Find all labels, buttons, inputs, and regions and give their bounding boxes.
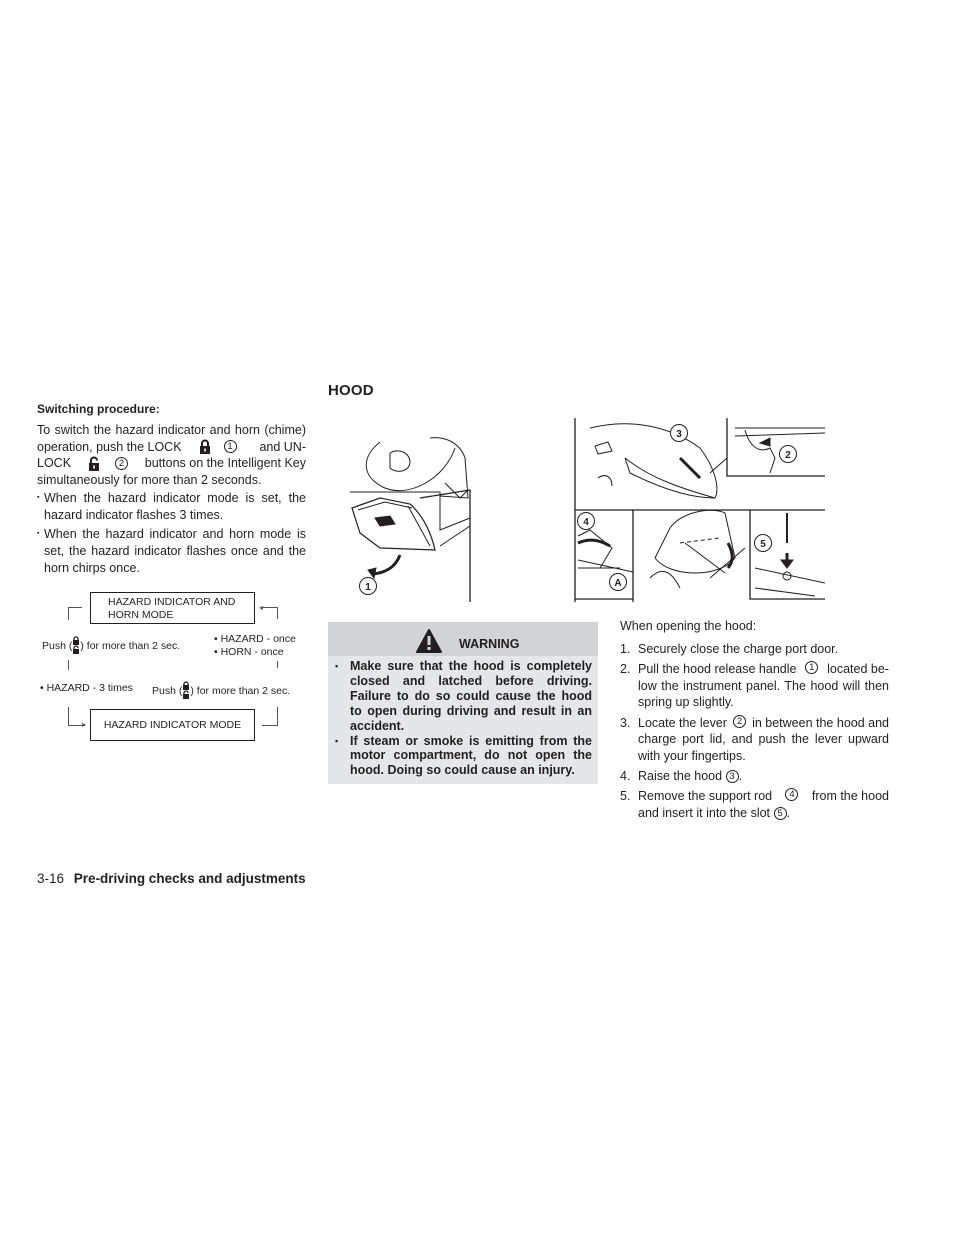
- callout-2: 2: [733, 715, 746, 728]
- connector: [68, 660, 69, 670]
- svg-text:3: 3: [676, 429, 682, 440]
- intro-line-1: To switch the hazard indicator and horn (chime): [37, 423, 306, 437]
- hood-diagram-icon: [350, 418, 825, 602]
- unlock-icon: [88, 456, 100, 471]
- svg-text:5: 5: [760, 539, 766, 550]
- intro-line-4: simultaneously for more than 2 seconds.: [37, 472, 262, 487]
- warning-label: WARNING: [459, 637, 520, 651]
- svg-text:A: A: [614, 578, 622, 589]
- step-5: 5. Remove the support rod 4 from the hood and insert it into the slot 5 .: [620, 789, 889, 820]
- callout-1: 1: [805, 661, 818, 674]
- step-2: 2. Pull the hood release handle 1 located be- low the instrument panel. The hood will then spring up slightly.: [620, 662, 889, 710]
- callout-3: 3: [726, 770, 739, 783]
- hazard-horn-result: • HAZARD - once • HORN - once: [214, 633, 296, 658]
- connector: [68, 607, 82, 608]
- intro-line-2: operation, push the LOCK 1 and UN-: [37, 439, 306, 454]
- bullet-hazard-mode: ▪ When the hazard indicator mode is set, the hazard indicator flashes 3 times.: [37, 490, 306, 523]
- arrow-head-icon: ▸: [82, 720, 87, 729]
- connector: [277, 707, 278, 725]
- warning-item-latch: ▪ Make sure that the hood is completely closed and latched before driving. Failure to do so could cause the hood to open during driving and result in an accident.: [334, 659, 592, 734]
- hood-section-title: HOOD: [328, 382, 374, 399]
- section-title: Pre-driving checks and adjustments: [73, 871, 306, 886]
- warning-triangle-icon: [416, 629, 442, 653]
- push-instruction-right: Push ( ) for more than 2 sec.: [152, 681, 290, 699]
- mode-switch-flowchart: [30, 585, 320, 755]
- mode-bullets: [37, 490, 306, 580]
- push-instruction-left: Push ( ) for more than 2 sec.: [42, 636, 180, 654]
- steps-intro: When opening the hood:: [620, 619, 757, 633]
- step-4: 4. Raise the hood 3 .: [620, 768, 743, 783]
- bullet-hazard-horn-mode: ▪ When the hazard indicator and horn mode is set, the hazard indicator flashes once and the horn chirps once.: [37, 526, 306, 577]
- hood-opening-illustration: [350, 418, 825, 602]
- arrow-head-icon: ◂: [259, 603, 264, 612]
- step-1: 1. Securely close the charge port door.: [620, 642, 839, 656]
- connector: [68, 607, 69, 620]
- connector: [262, 725, 278, 726]
- page-number: 3-16: [37, 871, 65, 886]
- connector: [262, 607, 278, 608]
- callout-4: 4: [785, 788, 798, 801]
- hood-warning-box: [328, 622, 598, 784]
- callout-1: 1: [224, 440, 237, 453]
- hazard-horn-mode-box: HAZARD INDICATOR AND HORN MODE: [90, 592, 255, 624]
- hazard-3-times-result: • HAZARD - 3 times: [40, 682, 133, 694]
- step-3: 3. Locate the lever 2 in between the hood and charge port lid, and push the lever upward with your fingertips.: [620, 715, 889, 763]
- connector: [277, 661, 278, 668]
- hazard-indicator-mode-box: HAZARD INDICATOR MODE: [90, 709, 255, 741]
- lock-icon: [199, 439, 211, 454]
- switching-intro-paragraph: [37, 422, 306, 488]
- warning-item-steam: ▪ If steam or smoke is emitting from the motor compartment, do not open the hood. Doing so could cause an injury.: [334, 734, 592, 779]
- connector: [277, 607, 278, 619]
- connector: [68, 707, 69, 725]
- svg-text:1: 1: [365, 582, 371, 593]
- page-footer: [37, 871, 306, 886]
- intro-line-3: LOCK 2 buttons on the Intelligent Key: [37, 456, 306, 471]
- warning-list: [334, 659, 592, 778]
- hood-opening-steps: [620, 641, 889, 825]
- callout-2: 2: [115, 457, 128, 470]
- switching-procedure-heading: Switching procedure:: [37, 402, 160, 416]
- svg-text:2: 2: [785, 450, 791, 461]
- warning-header: [328, 622, 598, 656]
- callout-5: 5: [774, 807, 787, 820]
- svg-text:4: 4: [583, 517, 589, 528]
